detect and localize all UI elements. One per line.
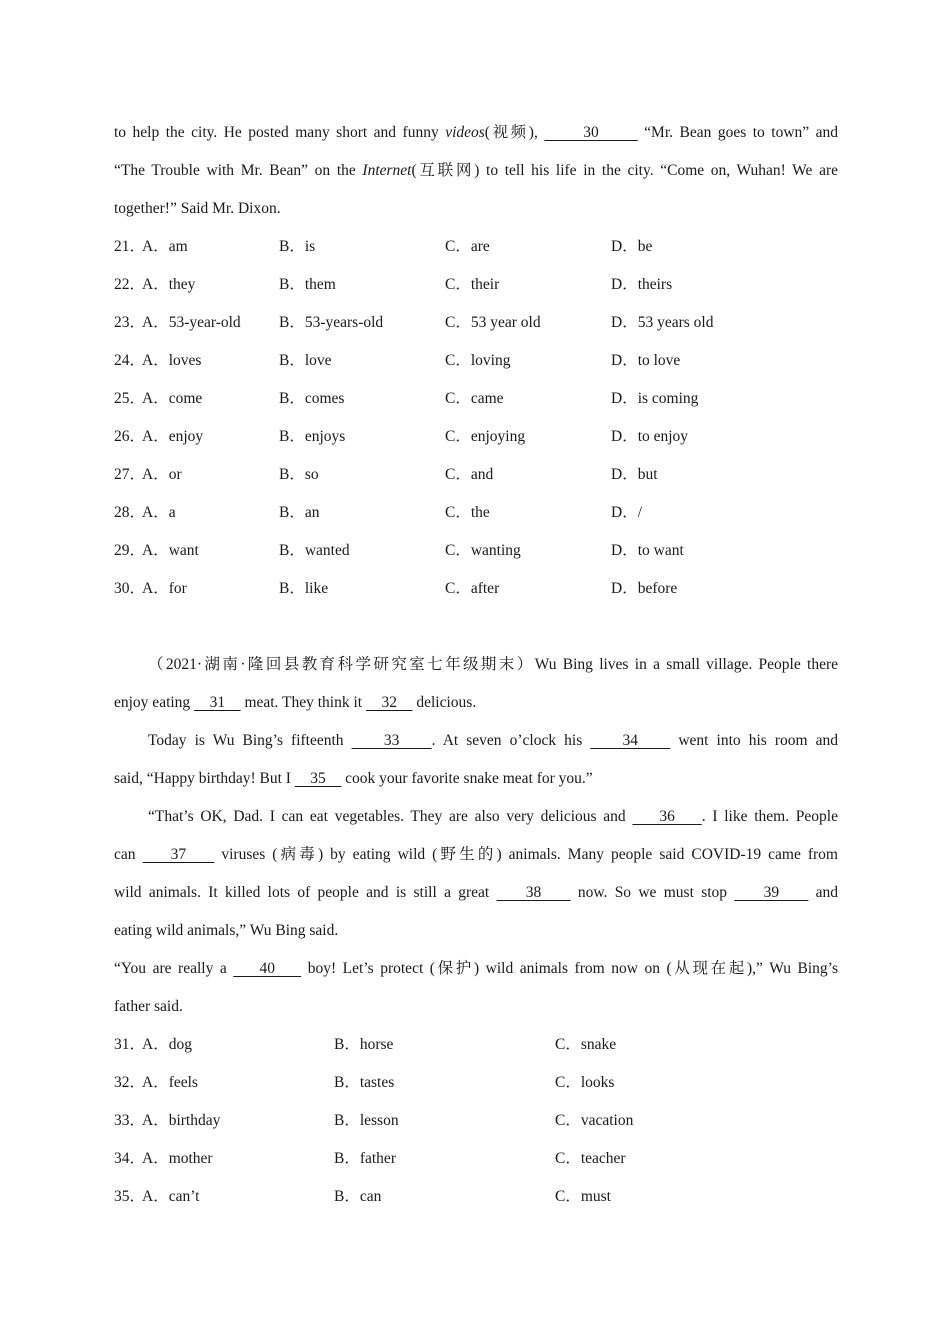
question-number: 22． xyxy=(114,276,146,293)
passage2-line-3 xyxy=(114,722,838,760)
passage2-line-8: eating wild animals,” Wu Bing said. xyxy=(114,922,339,939)
question-21 xyxy=(114,228,838,266)
text: (互联网) to tell his life in the city. “Come on, Wuhan! We are xyxy=(411,162,838,179)
option-c: C．teacher xyxy=(555,1150,626,1167)
option-a: A．can’t xyxy=(142,1188,200,1205)
blank-40: 40 xyxy=(233,960,302,977)
option-a: A．for xyxy=(142,580,187,597)
question-set-1 xyxy=(114,228,838,608)
blank-32: 32 xyxy=(365,694,413,711)
italic-text: Internet xyxy=(362,162,412,179)
question-number: 32． xyxy=(114,1074,146,1091)
italic-text: videos xyxy=(445,124,485,141)
option-c: C．came xyxy=(445,390,504,407)
blank-36: 36 xyxy=(632,808,702,825)
option-d: D．to love xyxy=(611,352,681,369)
question-number: 27． xyxy=(114,466,146,483)
option-a: A．want xyxy=(142,542,199,559)
blank-31: 31 xyxy=(194,694,241,711)
blank-30: 30 xyxy=(544,124,638,141)
blank-34: 34 xyxy=(590,732,671,749)
text: wild animals. It killed lots of people and is still a great xyxy=(114,884,497,901)
option-a: A．birthday xyxy=(142,1112,221,1129)
question-number: 24． xyxy=(114,352,146,369)
option-c: C．snake xyxy=(555,1036,617,1053)
option-b: B．wanted xyxy=(279,542,350,559)
option-c: C．and xyxy=(445,466,494,483)
passage2-line-6 xyxy=(114,836,838,874)
text: can xyxy=(114,846,143,863)
question-31 xyxy=(114,1026,838,1064)
option-d: D．but xyxy=(611,466,658,483)
passage2-line-9 xyxy=(114,950,838,988)
blank-37: 37 xyxy=(142,846,215,863)
question-26 xyxy=(114,418,838,456)
option-c: C．loving xyxy=(445,352,511,369)
document-page xyxy=(114,114,838,1216)
option-b: B．lesson xyxy=(334,1112,399,1129)
passage1-line-3: together!” Said Mr. Dixon. xyxy=(114,200,281,217)
option-a: A．am xyxy=(142,238,188,255)
text: . I like them. People xyxy=(701,808,838,825)
text: “That’s OK, Dad. I can eat vegetables. They are also very delicious and xyxy=(148,808,633,825)
option-b: B．enjoys xyxy=(279,428,346,445)
text: (视频), xyxy=(484,124,545,141)
option-d: D．before xyxy=(611,580,678,597)
option-a: A．they xyxy=(142,276,196,293)
option-b: B．so xyxy=(279,466,319,483)
option-b: B．is xyxy=(279,238,316,255)
question-23 xyxy=(114,304,838,342)
question-number: 35． xyxy=(114,1188,146,1205)
passage2-line-10: father said. xyxy=(114,998,183,1015)
option-a: A．loves xyxy=(142,352,202,369)
question-35 xyxy=(114,1178,838,1216)
option-c: C．are xyxy=(445,238,490,255)
blank-35: 35 xyxy=(294,770,342,787)
option-a: A．dog xyxy=(142,1036,192,1053)
option-c: C．enjoying xyxy=(445,428,526,445)
option-c: C．vacation xyxy=(555,1112,634,1129)
text: . At seven o’clock his xyxy=(431,732,591,749)
question-number: 23． xyxy=(114,314,146,331)
option-c: C．must xyxy=(555,1188,611,1205)
option-c: C．looks xyxy=(555,1074,615,1091)
option-b: B．tastes xyxy=(334,1074,395,1091)
option-c: C．their xyxy=(445,276,500,293)
option-b: B．love xyxy=(279,352,332,369)
text: said, “Happy birthday! But I xyxy=(114,770,295,787)
question-25 xyxy=(114,380,838,418)
spacer xyxy=(114,608,838,646)
question-number: 31． xyxy=(114,1036,146,1053)
option-b: B．father xyxy=(334,1150,396,1167)
text: cook your favorite snake meat for you.” xyxy=(341,770,593,787)
option-b: B．like xyxy=(279,580,329,597)
question-29 xyxy=(114,532,838,570)
option-b: B．can xyxy=(334,1188,382,1205)
question-30 xyxy=(114,570,838,608)
question-number: 28． xyxy=(114,504,146,521)
option-d: D．theirs xyxy=(611,276,673,293)
text: enjoy eating xyxy=(114,694,195,711)
text: went into his room and xyxy=(670,732,839,749)
passage1-line-1 xyxy=(114,114,838,152)
option-a: A．53-year-old xyxy=(142,314,241,331)
blank-39: 39 xyxy=(734,884,809,901)
text: viruses (病毒) by eating wild (野生的) animals. Many people said COVID-19 came from xyxy=(214,846,838,863)
question-33 xyxy=(114,1102,838,1140)
question-number: 21． xyxy=(114,238,146,255)
text: “The Trouble with Mr. Bean” on the xyxy=(114,162,363,179)
option-a: A．or xyxy=(142,466,182,483)
option-a: A．feels xyxy=(142,1074,198,1091)
option-c: C．wanting xyxy=(445,542,521,559)
question-22 xyxy=(114,266,838,304)
option-b: B．them xyxy=(279,276,336,293)
passage2-line-2 xyxy=(114,684,838,722)
option-d: D．to enjoy xyxy=(611,428,689,445)
blank-33: 33 xyxy=(351,732,432,749)
option-a: A．a xyxy=(142,504,176,521)
question-28 xyxy=(114,494,838,532)
question-24 xyxy=(114,342,838,380)
question-32 xyxy=(114,1064,838,1102)
text: delicious. xyxy=(412,694,477,711)
passage2-line-1: （2021·湖南·隆回县教育科学研究室七年级期末）Wu Bing lives in a small village. People there xyxy=(148,656,838,673)
option-d: D．to want xyxy=(611,542,684,559)
passage1-line-2 xyxy=(114,152,838,190)
option-d: D．/ xyxy=(611,504,643,521)
option-c: C．53 year old xyxy=(445,314,541,331)
question-34 xyxy=(114,1140,838,1178)
question-number: 33． xyxy=(114,1112,146,1129)
text: “Mr. Bean goes to town” and xyxy=(637,124,839,141)
option-a: A．mother xyxy=(142,1150,213,1167)
text: boy! Let’s protect (保护) wild animals from now on (从现在起),” Wu Bing’s xyxy=(301,960,838,977)
option-a: A．come xyxy=(142,390,203,407)
passage2-line-5 xyxy=(114,798,838,836)
question-number: 25． xyxy=(114,390,146,407)
blank-38: 38 xyxy=(496,884,571,901)
option-b: B．53-years-old xyxy=(279,314,384,331)
option-b: B．horse xyxy=(334,1036,394,1053)
passage2-line-7 xyxy=(114,874,838,912)
text: Today is Wu Bing’s fifteenth xyxy=(148,732,352,749)
option-a: A．enjoy xyxy=(142,428,204,445)
question-number: 26． xyxy=(114,428,146,445)
question-set-2 xyxy=(114,1026,838,1216)
option-d: D．be xyxy=(611,238,653,255)
option-b: B．an xyxy=(279,504,320,521)
option-c: C．after xyxy=(445,580,500,597)
text: meat. They think it xyxy=(240,694,366,711)
option-c: C．the xyxy=(445,504,490,521)
option-d: D．is coming xyxy=(611,390,699,407)
question-number: 34． xyxy=(114,1150,146,1167)
text: “You are really a xyxy=(114,960,234,977)
question-number: 29． xyxy=(114,542,146,559)
passage2-line-4 xyxy=(114,760,838,798)
option-d: D．53 years old xyxy=(611,314,714,331)
text: to help the city. He posted many short and funny xyxy=(114,124,446,141)
question-number: 30． xyxy=(114,580,146,597)
option-b: B．comes xyxy=(279,390,345,407)
text: now. So we must stop xyxy=(570,884,735,901)
question-27 xyxy=(114,456,838,494)
text: and xyxy=(808,884,839,901)
